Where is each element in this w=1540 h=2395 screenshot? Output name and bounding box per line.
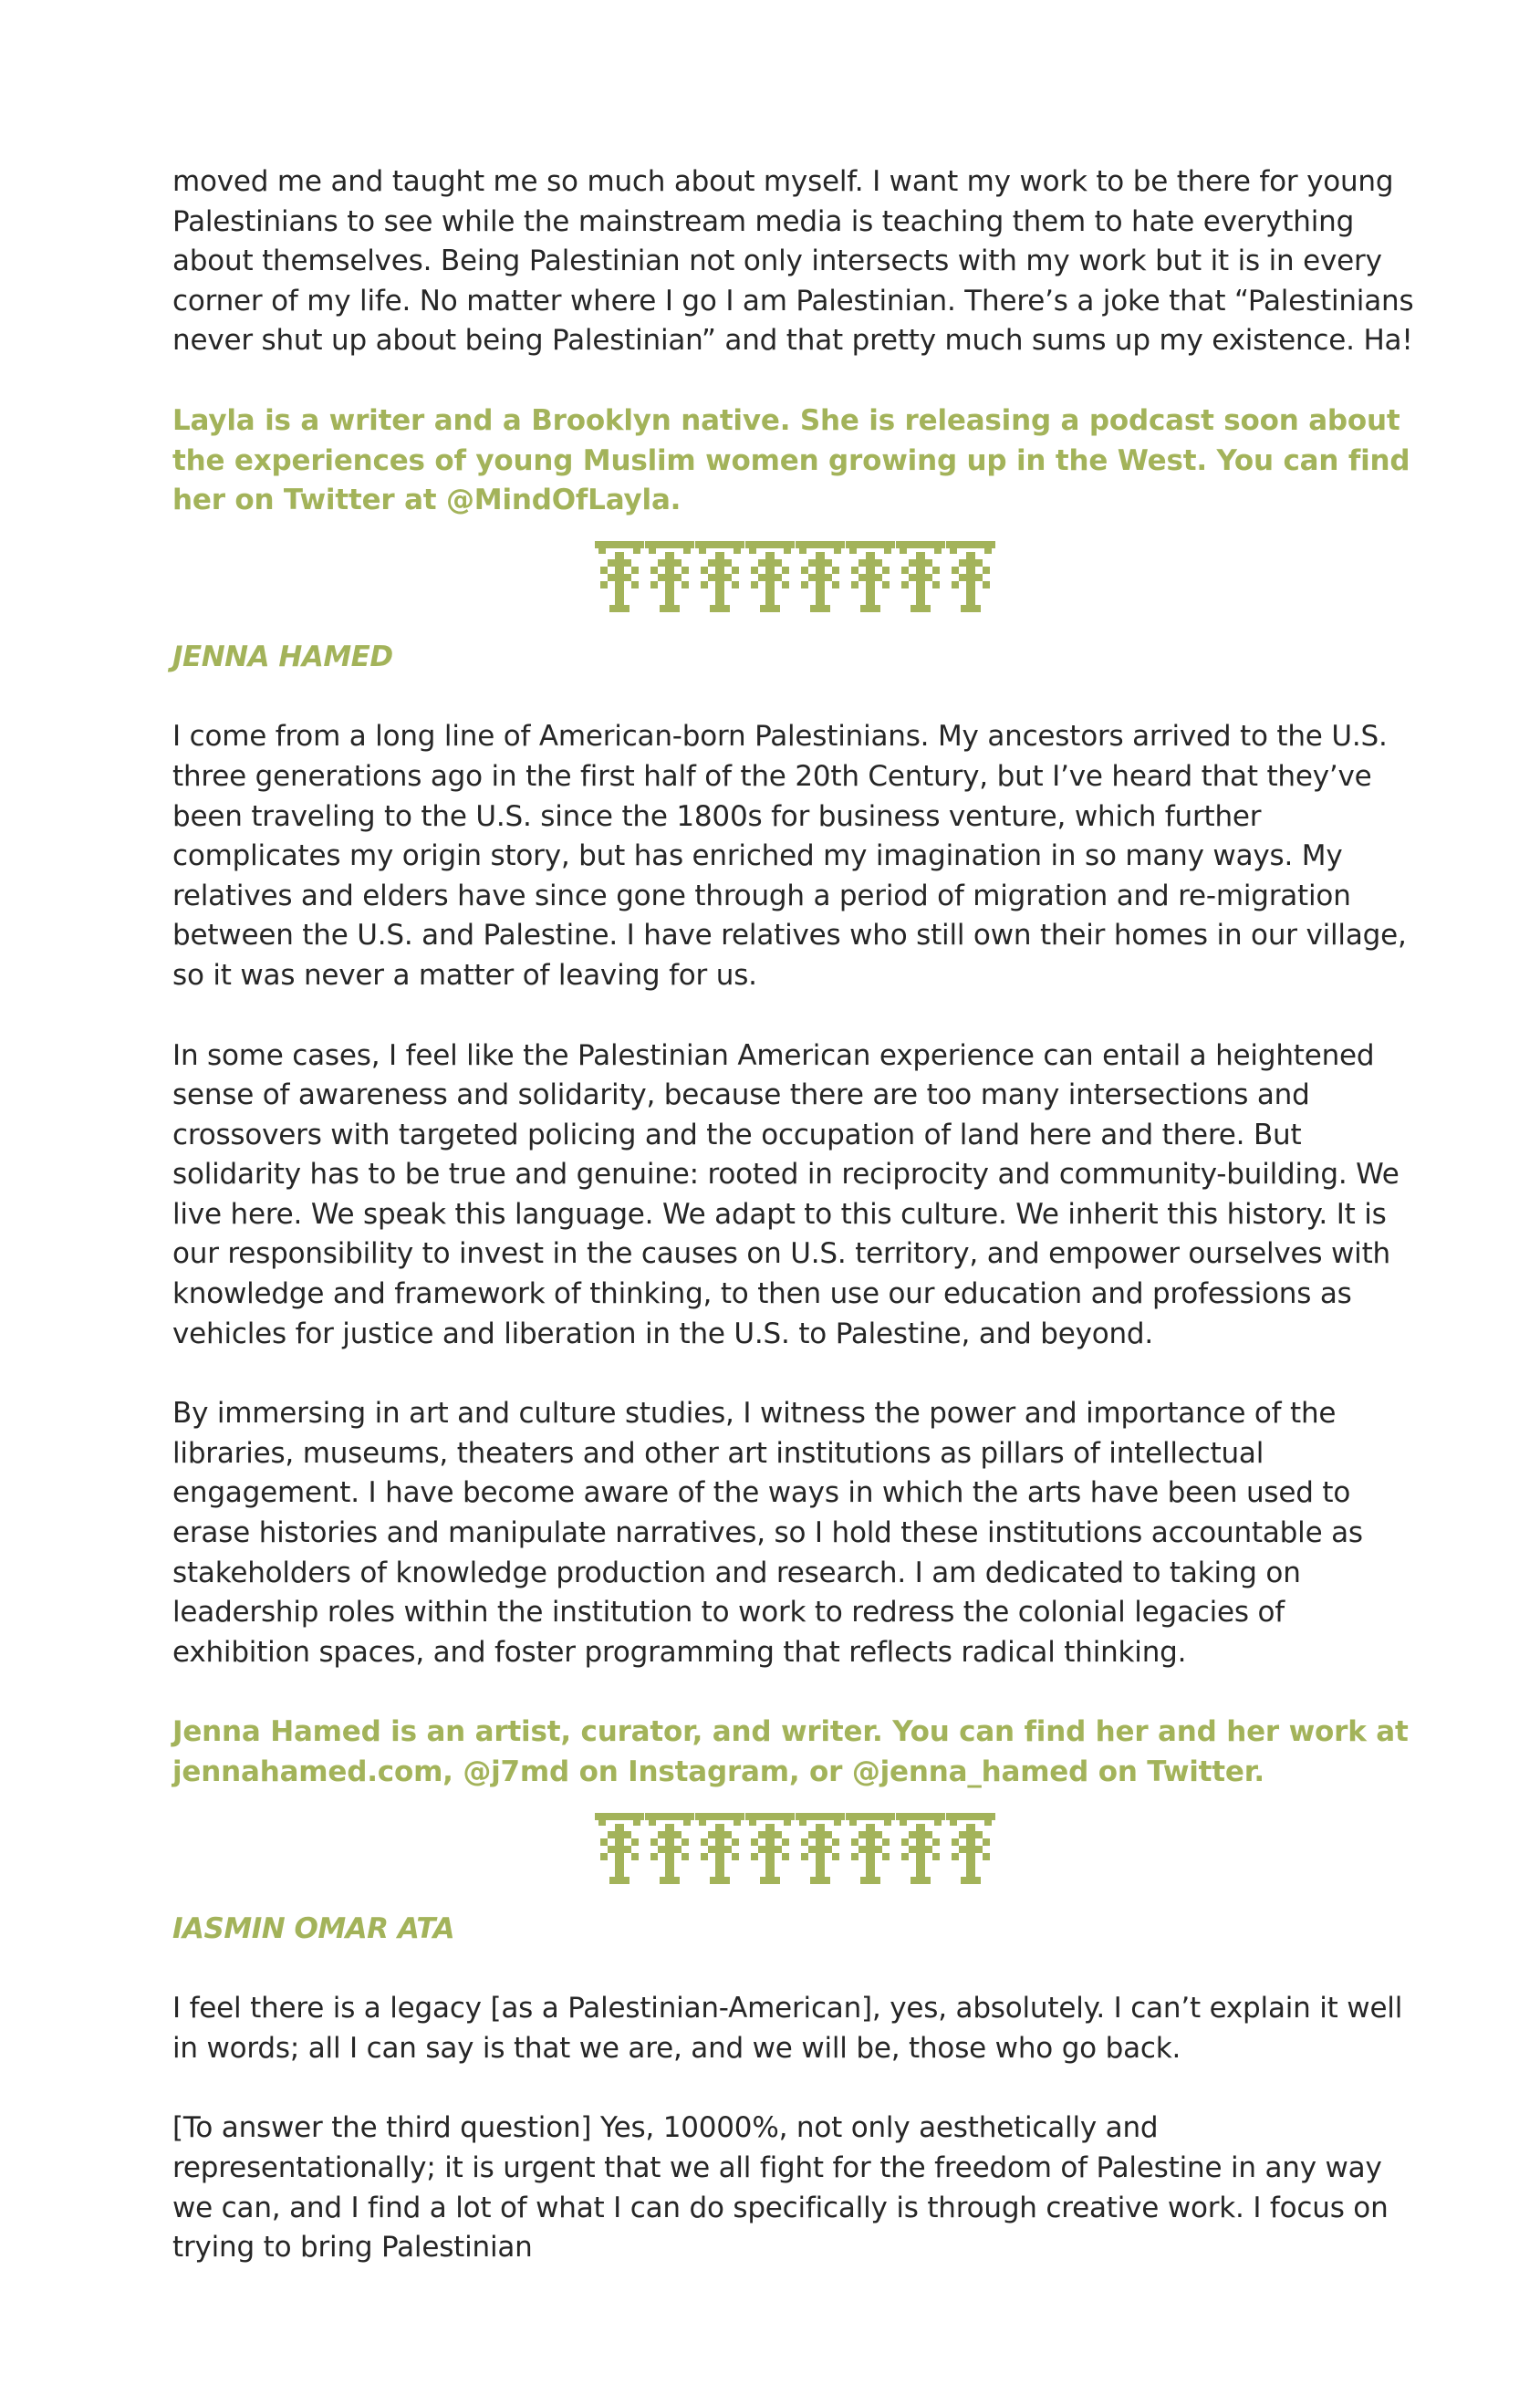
jenna-paragraph: By immersing in art and culture studies, I witness the power and importance of the libraries, museums, theaters and other art institutions as pillars of intellectual engagement. I have become aware of the ways in which the arts have been used to erase histories and manipulate narratives, so I hold these institutions accountable as stakeholders of knowledge production and research. I am dedicated to taking on leadership roles within the institution to work to redress the colonial legacies of exhibition spaces, and foster programming that reflects radical thinking.: [172, 1397, 1363, 1669]
intro-paragraph: moved me and taught me so much about myself. I want my work to be there for young Palestinians to see while the mainstream media is teaching them to hate everything about themselves. Being Palestinian not only intersects with my work but it is in every corner of my life. No matter where I go I am Palestinian. There’s a joke that “Palestinians never shut up about being Palestinian” and that pretty much sums up my existence. Ha!: [172, 165, 1414, 358]
embroidery-divider-icon: [595, 541, 1000, 612]
jenna-paragraph: I come from a long line of American-born Palestinians. My ancestors arrived to the U.S. three generations ago in the first half of the 20th Century, but I’ve heard that they’ve been traveling to the U.S. since the 1800s for business venture, which further complicates my origin story, but has enriched my imagination in so many ways. My relatives and elders have since gone through a period of migration and re-migration between the U.S. and Palestine. I have relatives who still own their homes in our village, so it was never a matter of leaving for us.: [172, 720, 1407, 992]
jenna-paragraph: In some cases, I feel like the Palestinian American experience can entail a heightened sense of awareness and solidarity, because there are too many intersections and crossovers with targeted policing and the occupation of land here and there. But solidarity has to be true and genuine: rooted in reciprocity and community-building. We live here. We speak this language. We adapt to this culture. We inherit this history. It is our responsibility to invest in the causes on U.S. territory, and empower ourselves with knowledge and framework of thinking, to then use our education and professions as vehicles for justice and liberation in the U.S. to Palestine, and beyond.: [172, 1038, 1400, 1350]
layla-bio: Layla is a writer and a Brooklyn native. She is releasing a podcast soon about the experiences of young Muslim women growing up in the West. You can find her on Twitter at @MindOfLayla.: [172, 403, 1410, 517]
iasmin-paragraph: I feel there is a legacy [as a Palestinian-American], yes, absolutely. I can’t explain it well in words; all I can say is that we are, and we will be, those who go back.: [172, 1992, 1403, 2065]
embroidery-divider-icon: [595, 1813, 1000, 1884]
jenna-bio: Jenna Hamed is an artist, curator, and writer. You can find her and her work at jennahamed.com, @j7md on Instagram, or @jenna_hamed on Twitter.: [172, 1715, 1409, 1788]
section-heading-iasmin: IASMIN OMAR ATA: [172, 1911, 455, 1945]
iasmin-paragraph: [To answer the third question] Yes, 10000%, not only aesthetically and representationally; it is urgent that we all fight for the freedom of Palestine in any way we can, and I find a lot of what I can do specifically is through creative work. I focus on trying to bring Palestinian: [172, 2111, 1389, 2265]
document-page: [172, 162, 1422, 2308]
section-heading-jenna: JENNA HAMED: [172, 640, 393, 673]
